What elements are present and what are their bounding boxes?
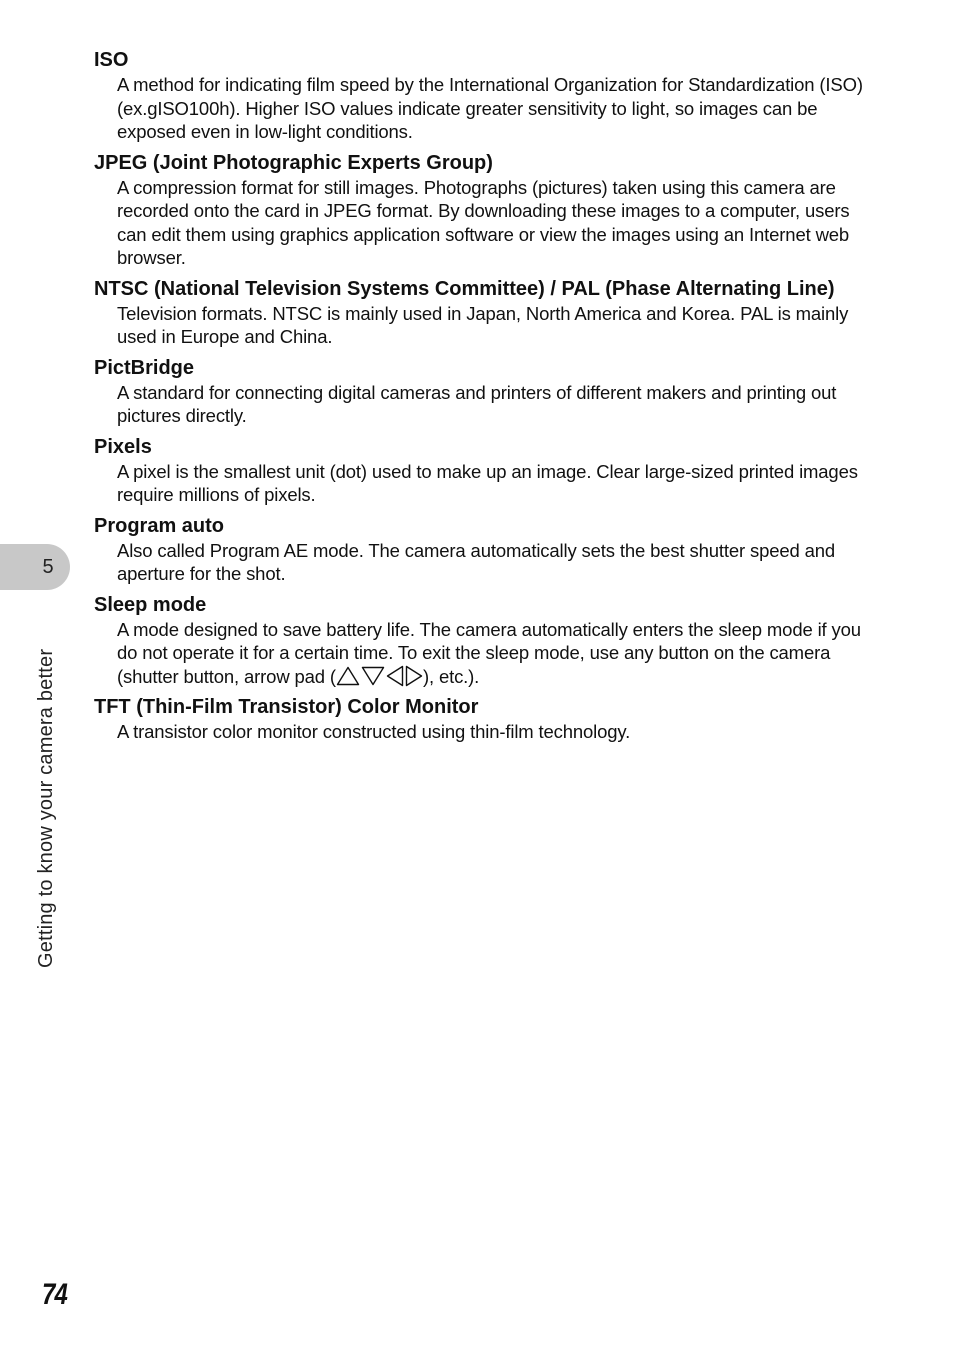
chapter-tab bbox=[0, 544, 70, 590]
glossary-term: NTSC (National Television Systems Committee) / PAL (Phase Alternating Line) bbox=[94, 277, 835, 300]
glossary-entry-pixels bbox=[94, 434, 866, 507]
arrow-left-icon bbox=[386, 665, 404, 687]
glossary-term: Program auto bbox=[94, 514, 225, 537]
glossary-entry-program-auto bbox=[94, 513, 866, 586]
glossary-list bbox=[94, 47, 866, 750]
arrow-right-icon bbox=[405, 665, 423, 687]
glossary-entry-sleep-mode bbox=[94, 592, 866, 689]
glossary-term: TFT (Thin-Film Transistor) Color Monitor bbox=[94, 696, 479, 718]
chapter-title: Getting to know your camera better bbox=[35, 648, 57, 968]
glossary-definition: Television formats. NTSC is mainly used in Japan, North America and Korea. PAL is mainly used in Europe and China. bbox=[117, 302, 849, 347]
glossary-term: ISO bbox=[94, 49, 129, 71]
glossary-definition: A method for indicating film speed by the International Organization for Standardization (ISO) (ex.gISO100h). Higher ISO values indicate greater sensitivity to light, so images can be exposed even in low-light conditions. bbox=[117, 74, 863, 142]
glossary-entry-ntsc-pal bbox=[94, 276, 866, 349]
glossary-definition: A standard for connecting digital cameras and printers of different makers and printing out pictures directly. bbox=[117, 381, 837, 426]
glossary-definition: A compression format for still images. Photographs (pictures) taken using this camera are recorded onto the card in JPEG format. By downloading these images to a computer, users can edit them using graphics application software or view the images using an Internet web browser. bbox=[117, 176, 850, 268]
glossary-definition: Also called Program AE mode. The camera automatically sets the best shutter speed and aperture for the shot. bbox=[117, 539, 836, 584]
glossary-entry-iso bbox=[94, 47, 866, 144]
glossary-term: Pixels bbox=[94, 435, 152, 458]
arrow-up-icon bbox=[336, 666, 360, 686]
glossary-term: Sleep mode bbox=[94, 593, 207, 616]
glossary-definition: A pixel is the smallest unit (dot) used to make up an image. Clear large-sized printed images require millions of pixels. bbox=[117, 460, 858, 505]
glossary-entry-jpeg bbox=[94, 150, 866, 270]
glossary-definition bbox=[117, 618, 866, 689]
arrow-pad-icons bbox=[336, 665, 423, 687]
glossary-entry-tft bbox=[94, 694, 866, 744]
arrow-down-icon bbox=[361, 666, 385, 686]
definition-text-after: ), etc.). bbox=[422, 665, 480, 687]
page-number: 74 bbox=[42, 1278, 68, 1311]
glossary-entry-pictbridge bbox=[94, 355, 866, 428]
glossary-term: JPEG (Joint Photographic Experts Group) bbox=[94, 151, 493, 174]
chapter-number: 5 bbox=[42, 556, 54, 578]
glossary-term: PictBridge bbox=[94, 356, 195, 379]
definition-text-before: A mode designed to save battery life. The camera automatically enters the sleep mode if you do not operate it for a certain time. To exit the sleep mode, use any button on the camera (shutter button, arrow pad ( bbox=[117, 618, 861, 687]
glossary-definition: A transistor color monitor constructed using thin-film technology. bbox=[117, 721, 631, 742]
